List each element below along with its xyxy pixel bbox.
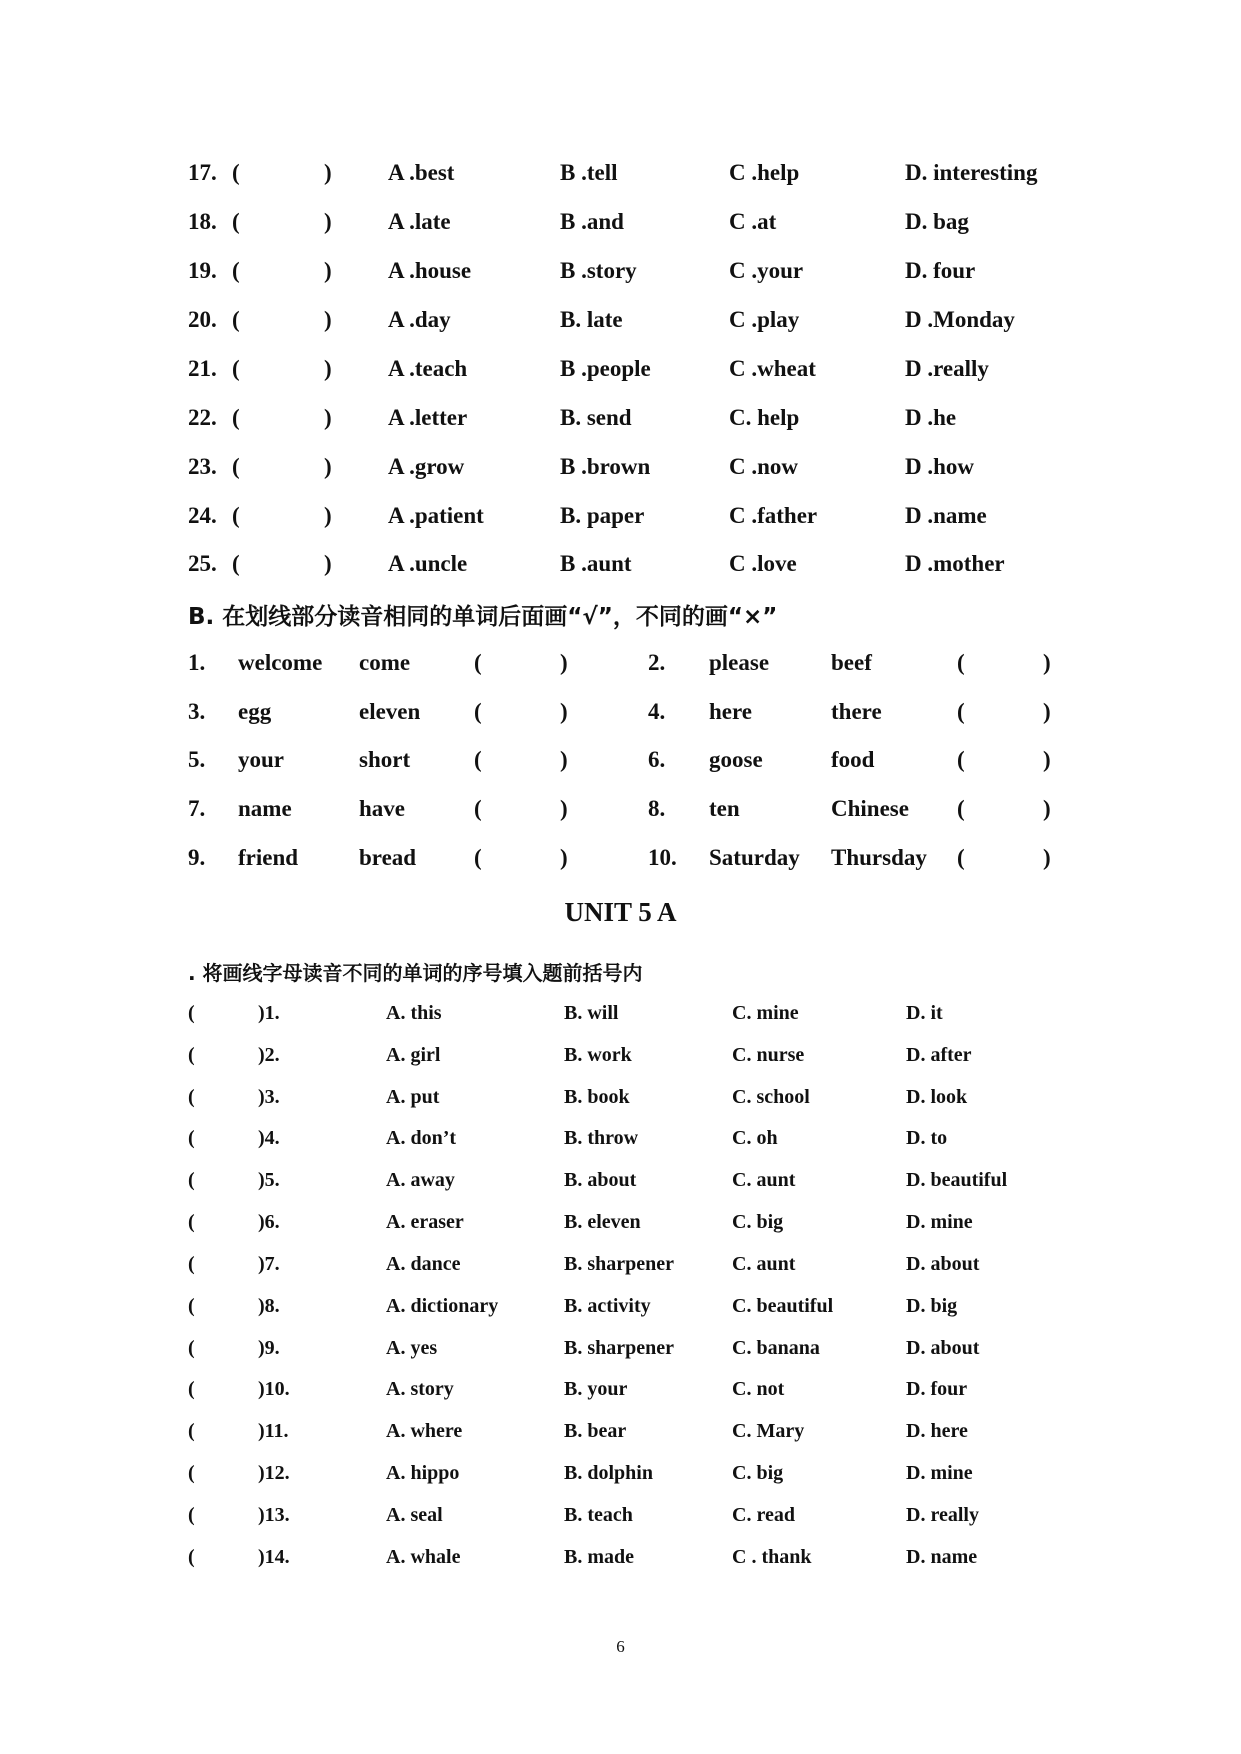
option-b: B. book [564, 1086, 630, 1108]
option-d: D .he [905, 405, 957, 430]
answer-paren-left: ( [957, 747, 965, 772]
item-number: 2. [648, 650, 666, 675]
option-b: B. work [564, 1044, 632, 1066]
answer-paren-left: ( [232, 258, 240, 283]
option-c: C .at [729, 209, 777, 234]
option-d: D. after [906, 1044, 972, 1066]
answer-paren-left: ( [232, 454, 240, 479]
word: short [359, 747, 411, 772]
question-number: )14. [258, 1546, 290, 1568]
option-b: B .and [560, 209, 624, 234]
option-d: D .how [905, 454, 975, 479]
word: friend [238, 845, 299, 870]
option-a: A. whale [386, 1546, 461, 1568]
section-instruction: . 将画线字母读音不同的单词的序号填入题前括号内 [188, 961, 643, 985]
option-c: C . thank [732, 1546, 812, 1568]
option-c: C. big [732, 1462, 784, 1484]
question-number: )13. [258, 1504, 290, 1526]
option-a: A .late [388, 209, 451, 234]
option-d: D. big [906, 1295, 958, 1317]
option-b: B .tell [560, 160, 618, 185]
question-number: 22. [188, 405, 217, 430]
option-d: D. really [906, 1504, 979, 1526]
answer-paren-right: ) [324, 160, 332, 185]
option-a: A. hippo [386, 1462, 460, 1484]
option-b: B. made [564, 1546, 634, 1568]
option-c: C. mine [732, 1002, 799, 1024]
option-a: A .day [388, 307, 451, 332]
option-a: A .letter [388, 405, 468, 430]
option-a: A. this [386, 1002, 442, 1024]
option-b: B. bear [564, 1420, 627, 1442]
option-b: B. sharpener [564, 1337, 674, 1359]
answer-paren-left: ( [188, 1253, 195, 1275]
option-b: B .people [560, 356, 651, 381]
word: here [709, 699, 753, 724]
word: egg [238, 699, 272, 724]
option-d: D. mine [906, 1462, 973, 1484]
answer-paren-left: ( [957, 650, 965, 675]
option-a: A .best [388, 160, 455, 185]
option-b: B. sharpener [564, 1253, 674, 1275]
answer-paren-left: ( [188, 1420, 195, 1442]
option-c: C. banana [732, 1337, 820, 1359]
answer-paren-right: ) [324, 503, 332, 528]
option-c: C .help [729, 160, 800, 185]
answer-paren-right: ) [324, 356, 332, 381]
option-c: C. beautiful [732, 1295, 834, 1317]
word: please [709, 650, 770, 675]
answer-paren-left: ( [232, 405, 240, 430]
option-d: D. it [906, 1002, 943, 1024]
word: have [359, 796, 405, 821]
option-c: C. nurse [732, 1044, 805, 1066]
option-a: A .uncle [388, 551, 468, 576]
question-number: )1. [258, 1002, 280, 1024]
option-b: B. throw [564, 1127, 639, 1149]
option-a: A. dance [386, 1253, 461, 1275]
question-number: )9. [258, 1337, 280, 1359]
option-d: D .name [905, 503, 987, 528]
answer-paren-left: ( [474, 796, 482, 821]
answer-paren-left: ( [232, 307, 240, 332]
option-c: C. aunt [732, 1169, 796, 1191]
answer-paren-right: ) [324, 307, 332, 332]
answer-paren-left: ( [188, 1504, 195, 1526]
option-d: D. bag [905, 209, 969, 234]
option-c: C. oh [732, 1127, 778, 1149]
question-number: )8. [258, 1295, 280, 1317]
option-a: A .grow [388, 454, 465, 479]
answer-paren-left: ( [188, 1002, 195, 1024]
answer-paren-left: ( [188, 1211, 195, 1233]
section-b-title: B. 在划线部分读音相同的单词后面画“√”，不同的画“×” [188, 604, 778, 630]
word: eleven [359, 699, 421, 724]
option-c: C .your [729, 258, 804, 283]
option-b: B. dolphin [564, 1462, 653, 1484]
option-c: C .father [729, 503, 818, 528]
question-number: 21. [188, 356, 217, 381]
option-b: B. eleven [564, 1211, 641, 1233]
option-c: C. big [732, 1211, 784, 1233]
answer-paren-right: ) [560, 747, 568, 772]
option-d: D. four [906, 1378, 968, 1400]
option-a: A. put [386, 1086, 440, 1108]
answer-paren-right: ) [1043, 845, 1051, 870]
option-a: A. girl [386, 1044, 441, 1066]
question-number: )3. [258, 1086, 280, 1108]
item-number: 6. [648, 747, 666, 772]
word: there [831, 699, 882, 724]
option-c: C .now [729, 454, 799, 479]
item-number: 5. [188, 747, 206, 772]
answer-paren-left: ( [188, 1295, 195, 1317]
question-number: )12. [258, 1462, 290, 1484]
answer-paren-left: ( [474, 699, 482, 724]
option-a: A .teach [388, 356, 468, 381]
word: Thursday [831, 845, 927, 870]
answer-paren-right: ) [560, 699, 568, 724]
word: food [831, 747, 875, 772]
item-number: 3. [188, 699, 206, 724]
question-number: 24. [188, 503, 217, 528]
answer-paren-left: ( [957, 796, 965, 821]
word: your [238, 747, 284, 772]
option-b: B. activity [564, 1295, 651, 1317]
item-number: 7. [188, 796, 206, 821]
option-a: A .house [388, 258, 472, 283]
option-a: A. yes [386, 1337, 438, 1359]
answer-paren-left: ( [474, 650, 482, 675]
word: Saturday [709, 845, 800, 870]
question-number: 20. [188, 307, 217, 332]
item-number: 10. [648, 845, 677, 870]
answer-paren-right: ) [560, 650, 568, 675]
option-b: B .brown [560, 454, 651, 479]
answer-paren-left: ( [188, 1462, 195, 1484]
answer-paren-left: ( [957, 699, 965, 724]
unit-title: UNIT 5 A [564, 897, 677, 927]
option-a: A. seal [386, 1504, 443, 1526]
word: bread [359, 845, 417, 870]
option-a: A. dictionary [386, 1295, 499, 1317]
option-a: A .patient [388, 503, 484, 528]
question-number: )4. [258, 1127, 280, 1149]
option-b: B .story [560, 258, 637, 283]
answer-paren-left: ( [188, 1546, 195, 1568]
question-number: )6. [258, 1211, 280, 1233]
option-c: C .wheat [729, 356, 816, 381]
question-number: )2. [258, 1044, 280, 1066]
question-number: )10. [258, 1378, 290, 1400]
option-c: C. Mary [732, 1420, 805, 1442]
option-b: B. teach [564, 1504, 633, 1526]
option-d: D. name [906, 1546, 978, 1568]
answer-paren-right: ) [1043, 699, 1051, 724]
answer-paren-left: ( [188, 1169, 195, 1191]
option-d: D .really [905, 356, 989, 381]
page-number: 6 [616, 1637, 625, 1656]
question-number: )5. [258, 1169, 280, 1191]
question-number: 25. [188, 551, 217, 576]
answer-paren-left: ( [232, 160, 240, 185]
option-c: C. read [732, 1504, 795, 1526]
option-a: A. where [386, 1420, 463, 1442]
option-a: A. story [386, 1378, 454, 1400]
option-c: C .play [729, 307, 800, 332]
option-d: D. four [905, 258, 976, 283]
word: Chinese [831, 796, 909, 821]
answer-paren-right: ) [1043, 796, 1051, 821]
question-number: )11. [258, 1420, 289, 1442]
option-d: D .Monday [905, 307, 1015, 332]
word: beef [831, 650, 872, 675]
answer-paren-left: ( [188, 1337, 195, 1359]
question-number: 18. [188, 209, 217, 234]
answer-paren-right: ) [324, 258, 332, 283]
answer-paren-right: ) [560, 796, 568, 821]
answer-paren-left: ( [188, 1044, 195, 1066]
option-d: D. mine [906, 1211, 973, 1233]
option-d: D. beautiful [906, 1169, 1008, 1191]
answer-paren-right: ) [324, 405, 332, 430]
option-b: B. will [564, 1002, 619, 1024]
question-number: 19. [188, 258, 217, 283]
answer-paren-left: ( [957, 845, 965, 870]
item-number: 4. [648, 699, 666, 724]
option-d: D. here [906, 1420, 968, 1442]
option-b: B .aunt [560, 551, 632, 576]
answer-paren-left: ( [232, 209, 240, 234]
answer-paren-right: ) [1043, 650, 1051, 675]
answer-paren-right: ) [324, 209, 332, 234]
word: come [359, 650, 411, 675]
answer-paren-right: ) [324, 454, 332, 479]
answer-paren-left: ( [474, 747, 482, 772]
option-c: C. not [732, 1378, 785, 1400]
option-b: B. your [564, 1378, 628, 1400]
option-a: A. don’t [386, 1127, 457, 1149]
answer-paren-left: ( [474, 845, 482, 870]
answer-paren-left: ( [188, 1378, 195, 1400]
option-b: B. send [560, 405, 632, 430]
option-b: B. about [564, 1169, 637, 1191]
option-d: D .mother [905, 551, 1005, 576]
question-number: 23. [188, 454, 217, 479]
option-b: B. late [560, 307, 623, 332]
option-d: D. to [906, 1127, 948, 1149]
option-d: D. about [906, 1337, 980, 1359]
option-c: C. help [729, 405, 800, 430]
word: goose [709, 747, 763, 772]
answer-paren-left: ( [232, 356, 240, 381]
answer-paren-left: ( [188, 1127, 195, 1149]
option-d: D. interesting [905, 160, 1038, 185]
option-d: D. look [906, 1086, 968, 1108]
word: ten [709, 796, 740, 821]
word: name [238, 796, 292, 821]
option-b: B. paper [560, 503, 645, 528]
option-d: D. about [906, 1253, 980, 1275]
question-number: )7. [258, 1253, 280, 1275]
item-number: 1. [188, 650, 206, 675]
answer-paren-right: ) [324, 551, 332, 576]
option-a: A. away [386, 1169, 455, 1191]
option-c: C .love [729, 551, 797, 576]
word: welcome [238, 650, 323, 675]
option-c: C. school [732, 1086, 810, 1108]
item-number: 8. [648, 796, 666, 821]
answer-paren-left: ( [232, 503, 240, 528]
item-number: 9. [188, 845, 206, 870]
answer-paren-left: ( [232, 551, 240, 576]
question-number: 17. [188, 160, 217, 185]
option-c: C. aunt [732, 1253, 796, 1275]
answer-paren-right: ) [560, 845, 568, 870]
answer-paren-right: ) [1043, 747, 1051, 772]
option-a: A. eraser [386, 1211, 464, 1233]
answer-paren-left: ( [188, 1086, 195, 1108]
